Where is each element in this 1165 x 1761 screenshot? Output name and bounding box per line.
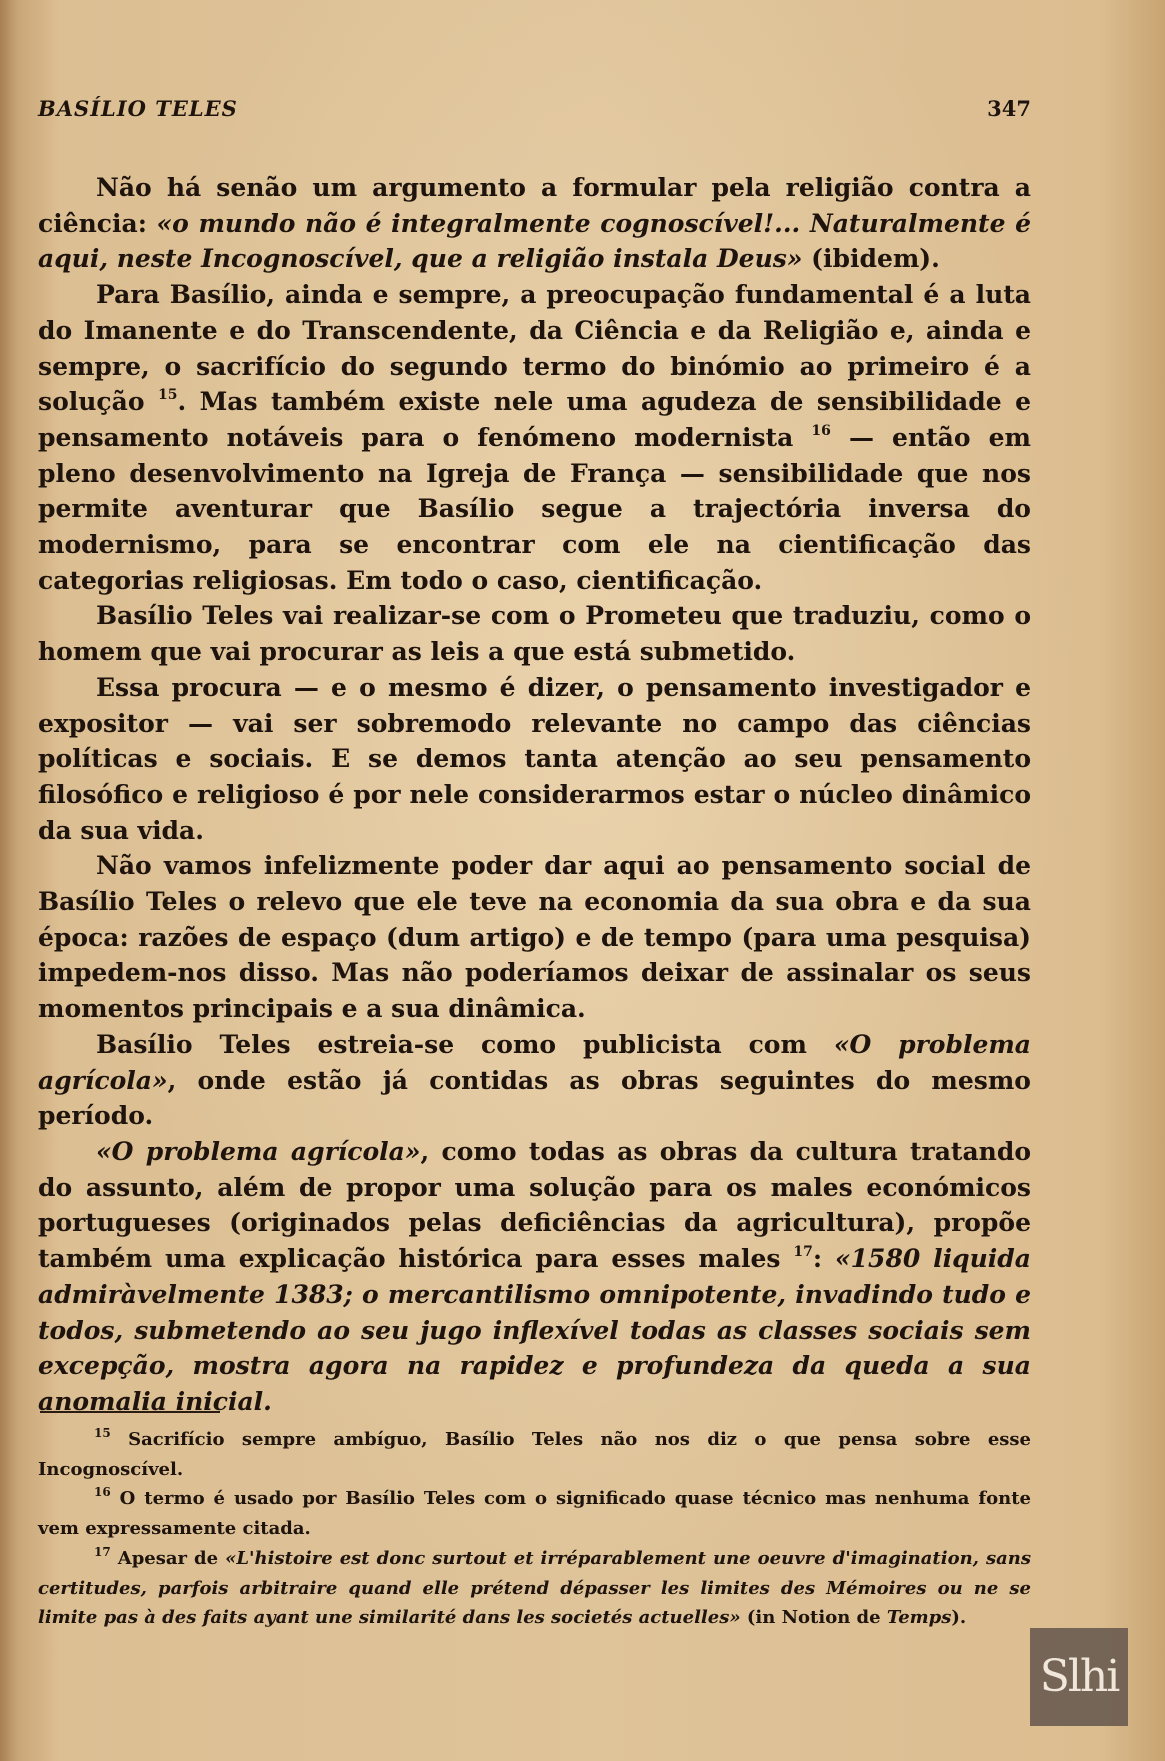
footnote-number: 17 bbox=[94, 1544, 111, 1559]
paragraph: Para Basílio, ainda e sempre, a preocupação fundamental é a luta do Imanente e do Transcendente, da Ciência e da Religião e, ainda e sempre, o sacrifício do segundo termo do binómio ao primeiro é a solução $^{15}$. Mas também existe nele uma agudeza de sensibilidade e pensamento notáveis para o fenómeno modernista $^{16}$ — então em pleno desenvolvimento na Igreja de França — sensibilidade que nos permite aventurar que Basílio segue a trajectória inversa do modernismo, para se encontrar com ele na cientificação das categorias religiosas. Em todo o caso, cientificação. bbox=[38, 280, 1031, 595]
footnote-number: 15 bbox=[94, 1426, 111, 1440]
footnotes bbox=[38, 1425, 1031, 1633]
footnote-ref: 17 bbox=[793, 1244, 813, 1261]
footnote-number: 16 bbox=[94, 1485, 111, 1500]
footnote: $^{17}$ Apesar de «L'histoire est donc surtout et irréparablement une oeuvre d'imagination, sans certitudes, parfois arbitraire quand elle prétend dépasser les limites des Mémoires ou ne se limite pas à des faits ayant une similarité dans les societés actuelles» (in Notion de Temps). bbox=[38, 1544, 1031, 1629]
footnote-ref: 16 bbox=[811, 422, 831, 439]
main-text bbox=[38, 170, 1031, 1420]
paragraph: Não vamos infelizmente poder dar aqui ao pensamento social de Basílio Teles o relevo que ele teve na economia da sua obra e da sua época: razões de espaço (dum artigo) e de tempo (para uma pesquisa) impedem-nos disso. Mas não poderíamos deixar de assinalar os seus momentos principais e a sua dinâmica. bbox=[38, 851, 1031, 1024]
footnote-ref: 15 bbox=[157, 387, 178, 404]
library-stamp-logo: Slhi bbox=[1030, 1628, 1128, 1726]
paragraph: Basílio Teles estreia-se como publicista com «O problema agrícola», onde estão já contidas as obras seguintes do mesmo período. bbox=[38, 1029, 1031, 1131]
footnote: $^{16}$ O termo é usado por Basílio Teles com o significado quase técnico mas nenhuma fonte vem expressamente citada. bbox=[38, 1485, 1031, 1540]
paragraph: Essa procura — e o mesmo é dizer, o pensamento investigador e expositor — vai ser sobremodo relevante no campo das ciências políticas e sociais. E se demos tanta atenção ao seu pensamento filosófico e religioso é por nele considerarmos estar o núcleo dinâmico da sua vida. bbox=[38, 672, 1031, 845]
footnote-divider bbox=[40, 1411, 220, 1413]
page-number: 347 bbox=[987, 96, 1031, 121]
running-header bbox=[38, 96, 1031, 126]
paragraph: Não há senão um argumento a formular pela religião contra a ciência: «o mundo não é integralmente cognoscível!... Naturalmente é aqui, neste Incognoscível, que a religião instala Deus» (ibidem). bbox=[38, 173, 1031, 274]
paragraph: Basílio Teles vai realizar-se com o Prometeu que traduziu, como o homem que vai procurar as leis a que está submetido. bbox=[38, 601, 1031, 667]
running-title: BASÍLIO TELES bbox=[38, 96, 238, 121]
footnote: $^{15}$ Sacrifício sempre ambíguo, Basílio Teles não nos diz o que pensa sobre esse Incognoscível. bbox=[38, 1426, 1031, 1480]
paragraph: «O problema agrícola», como todas as obras da cultura tratando do assunto, além de propor uma solução para os males económicos portugueses (originados pelas deficiências da agricultura), propõe também uma explicação histórica para esses males $^{17}$: «1580 liquida admiràvelmente 1383; o mercantilismo omnipotente, invadindo tudo e todos, submetendo ao seu jugo inflexível todas as classes sociais sem excepção, mostra agora na rapidez e profundeza da queda a sua anomalia inicial. bbox=[38, 1136, 1031, 1416]
